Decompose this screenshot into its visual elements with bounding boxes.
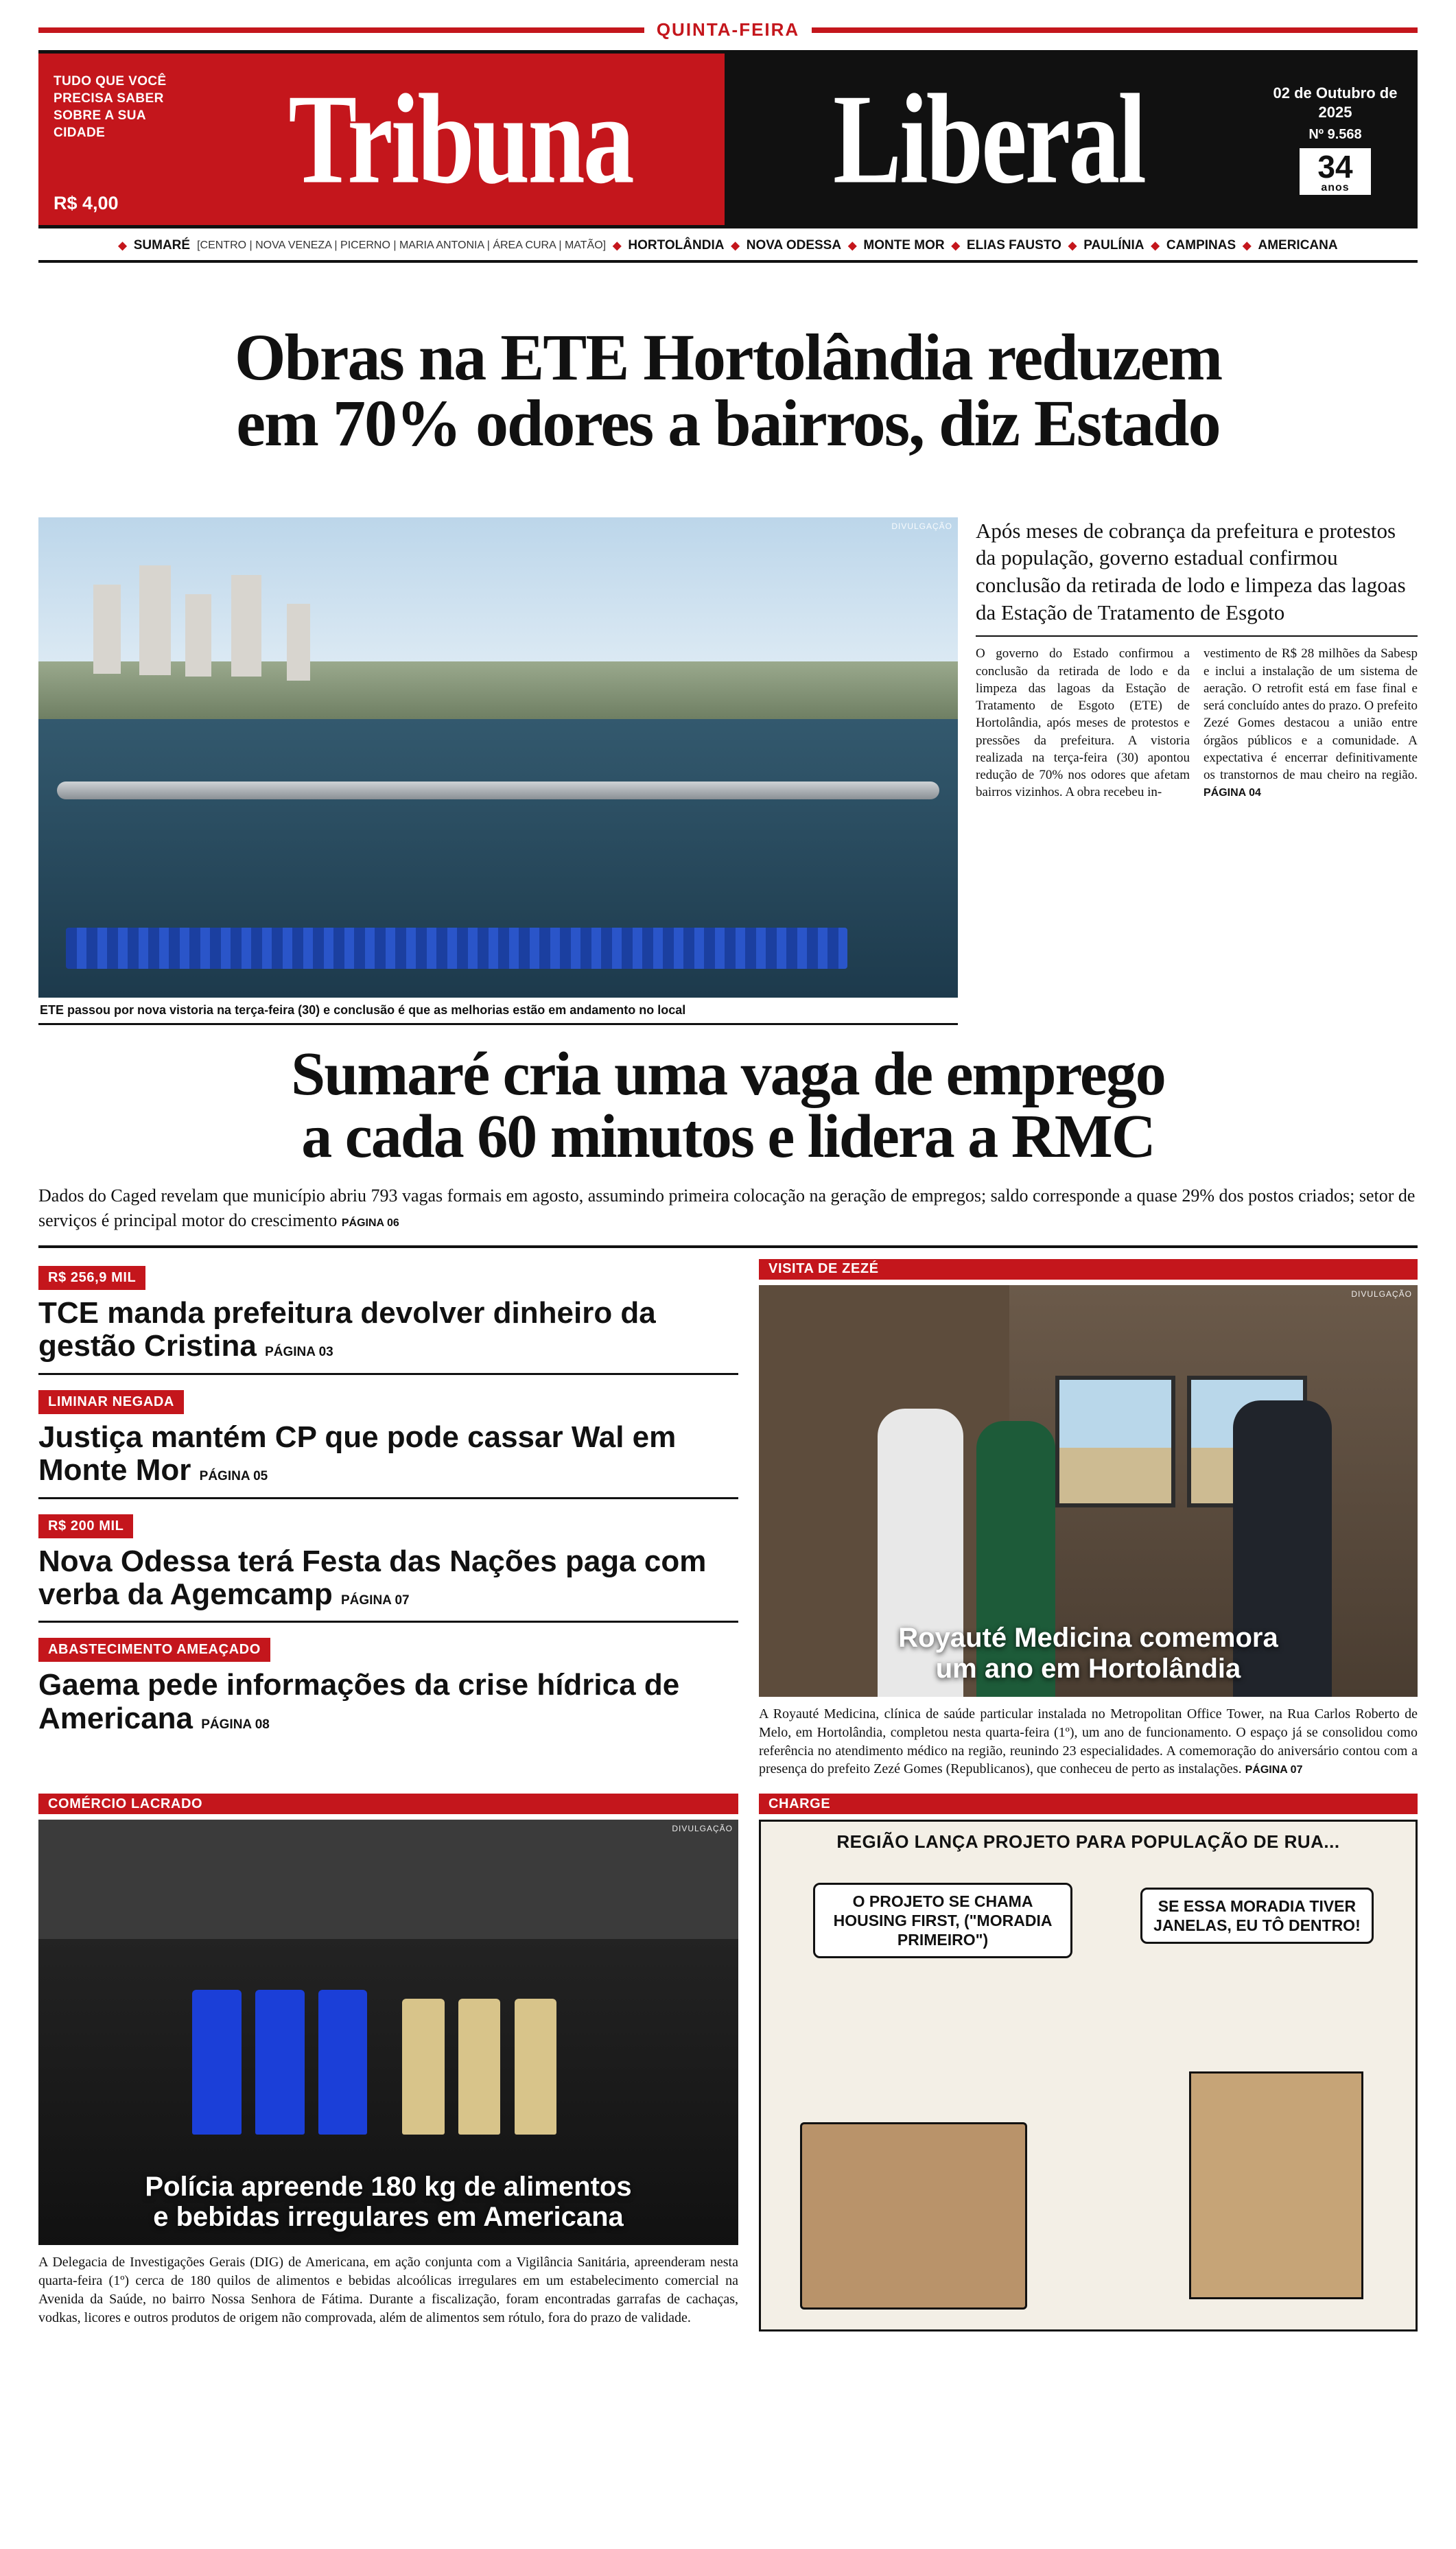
visit-body-text: A Royauté Medicina, clínica de saúde particular instalada no Metropolitan Office Tower, na Rua Carlos Roberto de Melo, em Hortolândia, completou nesta quarta-feira (1º), um ano de funcionamento. O espaço já se consolidou como referência no atendimento médico na região, reunindo 23 especialidades. A comemoração do aniversário contou com a presença do prefeito Zezé Gomes (Republicanos), que conheceu de perto as instalações. [759, 1706, 1418, 1777]
second-headline-line2: a cada 60 minutos e lidera a RMC [301, 1103, 1155, 1171]
masthead-title-black-text: Liberal [833, 68, 1144, 211]
seized-overlay-title [38, 2172, 738, 2233]
lead-text-block [976, 517, 1418, 1025]
brief-title [38, 1421, 738, 1488]
seized-overlay-line1: Polícia apreende 180 kg de alimentos [145, 2171, 632, 2202]
second-story [38, 1025, 1418, 1245]
brief-title [38, 1297, 738, 1363]
masthead-price: R$ 4,00 [54, 193, 119, 213]
visit-kicker: VISITA DE ZEZÉ [768, 1261, 879, 1277]
seized-story [38, 1794, 738, 2331]
visit-overlay-line1: Royauté Medicina comemora [898, 1623, 1278, 1654]
lead-headline-line1: Obras na ETE Hortolândia reduzem [234, 320, 1222, 395]
top-strip [38, 0, 1418, 50]
photo-credit: DIVULGAÇÃO [891, 521, 952, 531]
top-rule-left [38, 27, 644, 33]
photo-bottle [318, 1990, 367, 2135]
city-main-districts: [CENTRO | NOVA VENEZA | PICERNO | MARIA ANTONIA | ÁREA CURA | MATÃO] [197, 239, 607, 251]
seized-overlay-line2: e bebidas irregulares em Americana [153, 2202, 624, 2233]
masthead-title-red [196, 54, 725, 225]
masthead-tagline-block [38, 54, 196, 225]
visit-overlay-line2: um ano em Hortolândia [935, 1654, 1241, 1684]
photo-credit: DIVULGAÇÃO [672, 1824, 733, 1834]
city-main: SUMARÉ [133, 238, 191, 252]
briefs-column [38, 1259, 738, 1778]
lead-photo [38, 517, 958, 998]
charge-box-house [1189, 2071, 1363, 2299]
brief-page-ref: PÁGINA 05 [199, 1469, 268, 1484]
seized-kicker: COMÉRCIO LACRADO [48, 1796, 203, 1811]
issue-number: Nº 9.568 [1308, 127, 1362, 142]
brief-title-text: Justiça mantém CP que pode cassar Wal em Monte Mor [38, 1420, 677, 1488]
diamond-icon: ◆ [848, 240, 857, 252]
city-item: MONTE MOR [863, 238, 945, 252]
diamond-icon: ◆ [951, 240, 960, 252]
anniversary-badge [1300, 148, 1370, 195]
anniversary-label: anos [1321, 182, 1350, 193]
city-item: ELIAS FAUSTO [966, 238, 1061, 252]
seized-photo [38, 1820, 738, 2245]
brief-title [38, 1669, 738, 1735]
masthead-meta [1253, 54, 1418, 225]
charge-figure-ground [800, 2122, 1026, 2309]
photo-bottle [402, 1999, 444, 2135]
diamond-icon: ◆ [1151, 240, 1160, 252]
brief-title-text: Gaema pede informações da crise hídrica de Americana [38, 1668, 680, 1735]
photo-blue-drums [66, 928, 847, 969]
charge-cartoon [759, 1820, 1418, 2331]
second-deck [38, 1168, 1418, 1245]
city-item: CAMPINAS [1166, 238, 1236, 252]
brief-item[interactable] [38, 1383, 738, 1499]
top-rule-right [812, 27, 1418, 33]
photo-bottle [515, 1999, 556, 2135]
diamond-icon: ◆ [1243, 240, 1252, 252]
lead-subhead: Após meses de cobrança da prefeitura e protestos da população, governo estadual confirmou conclusão da retirada de lodo e limpeza das lagoas da Estação de Tratamento de Esgoto [976, 518, 1406, 624]
charge-bubble-2: SE ESSA MORADIA TIVER JANELAS, EU TÔ DENTRO! [1140, 1888, 1373, 1944]
diamond-icon: ◆ [1068, 240, 1077, 252]
city-item: PAULÍNIA [1083, 238, 1144, 252]
charge-kicker: CHARGE [768, 1796, 831, 1811]
brief-title-text: Nova Odessa terá Festa das Nações paga com verba da Agemcamp [38, 1544, 707, 1611]
second-headline-line1: Sumaré cria uma vaga de emprego [291, 1039, 1165, 1108]
lead-body-col2 [1203, 645, 1418, 801]
photo-pipeline [57, 782, 939, 799]
masthead-tagline: TUDO QUE VOCÊ PRECISA SABER SOBRE A SUA CIDADE [54, 74, 167, 141]
charge-kicker-bar [759, 1794, 1418, 1814]
bottom-grid [38, 1778, 1418, 2331]
coverage-cities-bar [38, 228, 1418, 263]
lead-headline-line2: em 70% odores a bairros, diz Estado [236, 386, 1220, 460]
masthead-title-red-text: Tribuna [288, 68, 633, 211]
lead-body-col2-text: vestimento de R$ 28 milhões da Sabesp e inclui a instalação de um sistema de aeração. O retrofit está em fase final e será concluído antes do prazo. O prefeito Zezé Gomes destacou a união entre órgãos públicos e a comunidade. A expectativa é encerrar definitivamente os transtornos de mau cheiro na região. [1203, 646, 1418, 783]
visit-story [759, 1259, 1418, 1778]
brief-item[interactable] [38, 1259, 738, 1375]
lead-story [38, 508, 1418, 1025]
photo-building [93, 585, 121, 674]
photo-building [185, 594, 211, 677]
weekday-label: QUINTA-FEIRA [656, 19, 800, 40]
diamond-icon: ◆ [613, 240, 622, 252]
charge-bubble-1: O PROJETO SE CHAMA HOUSING FIRST, ("MORADIA PRIMEIRO") [813, 1883, 1072, 1958]
lead-body-columns [976, 635, 1418, 801]
photo-building [139, 565, 171, 675]
brief-item[interactable] [38, 1507, 738, 1623]
brief-kicker: ABASTECIMENTO AMEAÇADO [38, 1638, 270, 1662]
charge-block [759, 1794, 1418, 2331]
photo-building [287, 604, 310, 681]
photo-bottle [458, 1999, 500, 2135]
city-item: AMERICANA [1258, 238, 1338, 252]
photo-shelf [38, 1820, 738, 1939]
photo-picture-frame [1055, 1376, 1175, 1507]
second-deck-text: Dados do Caged revelam que município abriu 793 vagas formais em agosto, assumindo primeira colocação na geração de empregos; saldo corresponde a quase 29% dos postos criados; setor de serviços é principal motor do crescimento [38, 1186, 1416, 1231]
visit-overlay-title [759, 1623, 1418, 1684]
issue-date: 02 de Outubro de 2025 [1273, 84, 1398, 121]
brief-page-ref: PÁGINA 08 [201, 1717, 270, 1732]
brief-item[interactable] [38, 1631, 738, 1745]
mid-grid [38, 1245, 1418, 1778]
charge-title: REGIÃO LANÇA PROJETO PARA POPULAÇÃO DE RUA... [836, 1831, 1340, 1853]
visit-body [759, 1697, 1418, 1778]
brief-title [38, 1545, 738, 1612]
visit-kicker-bar [759, 1259, 1418, 1280]
lead-page-ref: PÁGINA 04 [1203, 787, 1261, 799]
diamond-icon: ◆ [118, 240, 127, 252]
second-page-ref: PÁGINA 06 [341, 1217, 399, 1230]
brief-title-text: TCE manda prefeitura devolver dinheiro da gestão Cristina [38, 1295, 656, 1363]
city-item: HORTOLÂNDIA [628, 238, 725, 252]
photo-bottle [192, 1990, 241, 2135]
brief-kicker: R$ 256,9 MIL [38, 1266, 145, 1290]
seized-body: A Delegacia de Investigações Gerais (DIG) de Americana, em ação conjunta com a Vigilância Sanitária, apreenderam nesta quarta-feira (1º) cerca de 180 quilos de alimentos e bebidas alcoólicas irregulares em um estabelecimento comercial na Avenida da Saúde, no bairro Nossa Senhora de Fátima. Durante a fiscalização, foram encontradas garrafas de cachaças, vodkas, licores e outros produtos de origem não comprovada, além de alimentos sem rótulo, fora do prazo de validade. [38, 2255, 738, 2325]
lead-photo-caption: ETE passou por nova vistoria na terça-feira (30) e conclusão é que as melhorias estão em andamento no local [38, 998, 958, 1025]
photo-building [231, 575, 261, 677]
brief-page-ref: PÁGINA 03 [265, 1345, 333, 1360]
photo-bottle [255, 1990, 304, 2135]
anniversary-number: 34 [1317, 149, 1353, 185]
brief-page-ref: PÁGINA 07 [341, 1593, 410, 1608]
masthead [38, 50, 1418, 228]
seized-kicker-bar [38, 1794, 738, 1814]
lead-photo-block [38, 517, 958, 1025]
visit-photo [759, 1285, 1418, 1697]
brief-kicker: LIMINAR NEGADA [38, 1390, 184, 1414]
city-item: NOVA ODESSA [746, 238, 842, 252]
lead-body-col1: O governo do Estado confirmou a conclusão da retirada de lodo e da limpeza das lagoas da Estação de Tratamento de Esgoto (ETE) de Hortolândia, após meses de protestos e pressões da prefeitura. A vistoria realizada na terça-feira (30) apontou redução de 70% nos odores que afetam bairros vizinhos. A obra recebeu in- [976, 646, 1190, 800]
second-headline [38, 1039, 1418, 1171]
photo-credit: DIVULGAÇÃO [1351, 1289, 1412, 1299]
lead-headline [38, 307, 1418, 463]
visit-page-ref: PÁGINA 07 [1245, 1764, 1303, 1776]
masthead-title-black [725, 54, 1253, 225]
brief-kicker: R$ 200 MIL [38, 1514, 133, 1538]
photo-treeline [38, 661, 958, 719]
diamond-icon: ◆ [731, 240, 740, 252]
